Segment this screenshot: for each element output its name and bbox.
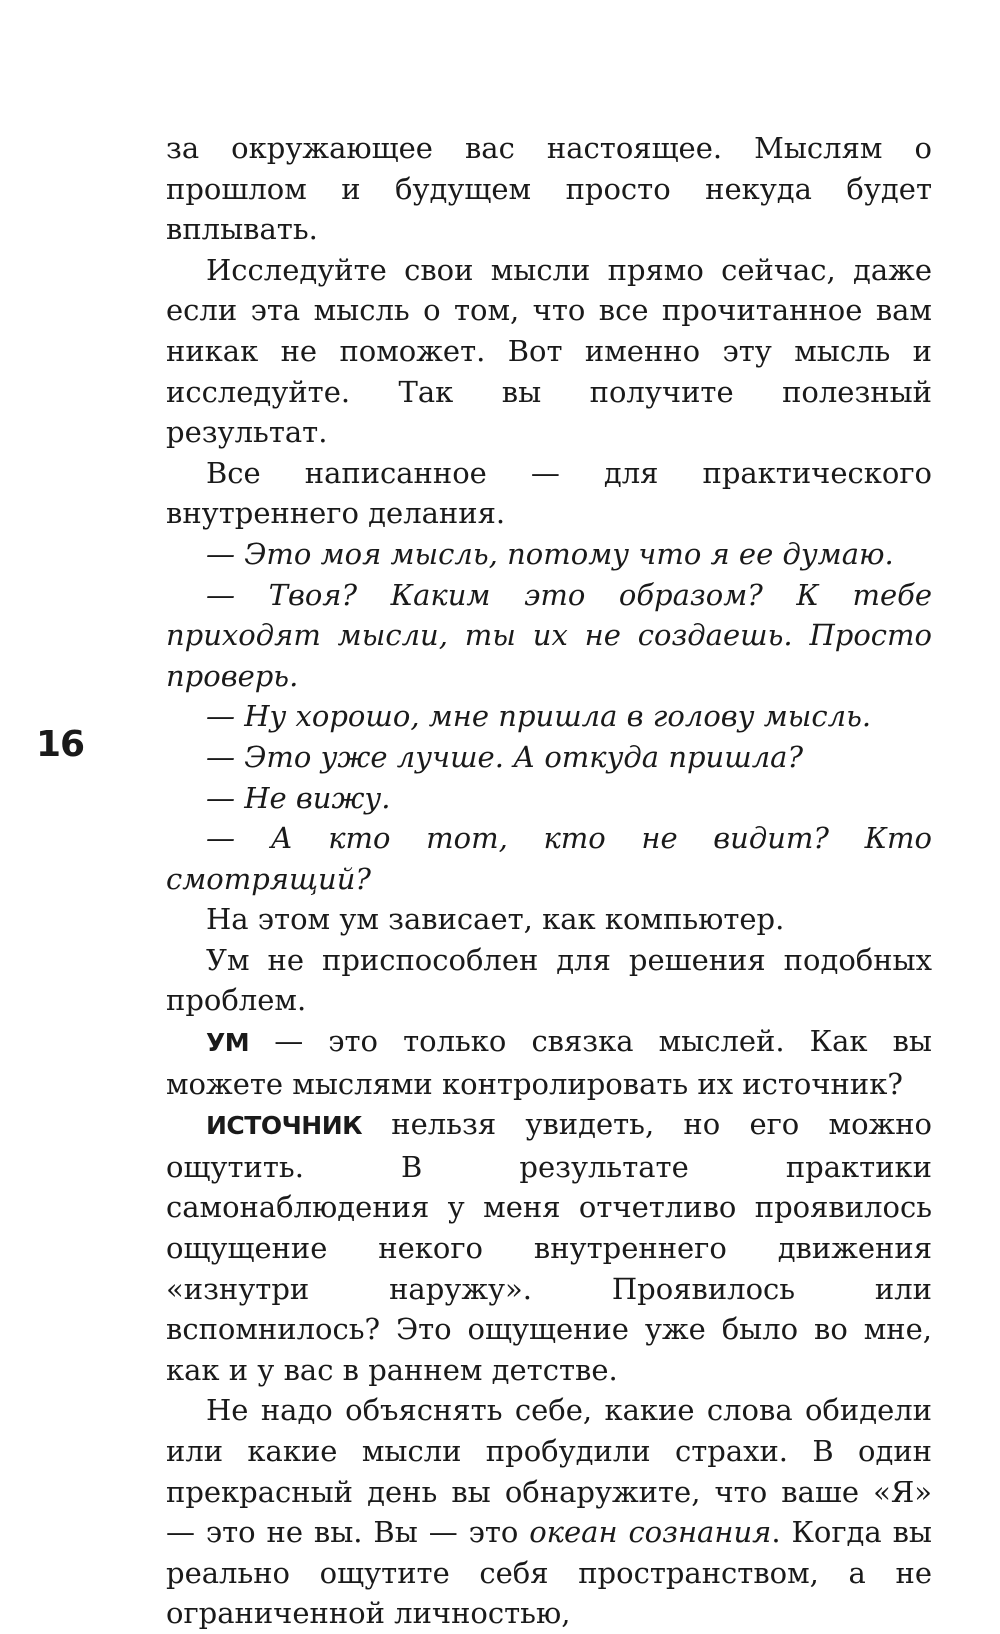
paragraph-4: На этом ум зависает, как компьютер. <box>206 902 785 937</box>
dialogue-line-6: — А кто тот, кто не видит? Кто смотрящий? <box>166 821 932 896</box>
body-text <box>166 128 932 1634</box>
paragraph-8-end: . Когда вы реально ощутите себя пространством, а не ограниченной личностью, <box>166 1515 932 1631</box>
paragraph-1: за окружающее вас настоящее. Мыслям о прошлом и будущем просто некуда будет вплывать. <box>166 131 932 247</box>
paragraph-2: Исследуйте свои мысли прямо сейчас, даже если эта мысль о том, что все прочитанное вам никак не поможет. Вот именно эту мысль и исследуйте. Так вы получите полезный результат. <box>166 252 932 450</box>
paragraph-6 <box>166 1021 932 1104</box>
term-um: УМ <box>206 1028 250 1058</box>
paragraph-8 <box>166 1390 932 1634</box>
dialogue-line-1: — Это моя мысль, потому что я ее думаю. <box>206 536 894 571</box>
dialogue-line-2: — Твоя? Каким это образом? К тебе приходят мысли, ты их не создаешь. Просто проверь. <box>166 577 932 693</box>
paragraph-3: Все написанное — для практического внутреннего делания. <box>166 455 932 531</box>
dialogue-line-3: — Ну хорошо, мне пришла в голову мысль. <box>206 699 872 734</box>
paragraph-8-start: Не надо объяснять себе, какие слова обидели или какие мысли пробудили страхи. В один прекрасный день вы обнаружите, что ваше «Я» — это не вы. Вы — это <box>166 1393 932 1550</box>
dialogue-line-5: — Не вижу. <box>206 780 391 815</box>
paragraph-5: Ум не приспособлен для решения подобных проблем. <box>166 942 932 1018</box>
paragraph-7 <box>166 1104 932 1390</box>
page-number: 16 <box>36 724 85 765</box>
paragraph-7-text: нельзя увидеть, но его можно ощутить. В результате практики самонаблюдения у меня отчетливо проявилось ощущение некого внутреннего движения «изнутри наружу». Проявилось или вспомнилось? Это ощущение уже было во мне, как и у вас в раннем детстве. <box>166 1107 932 1387</box>
paragraph-6-text: — это только связка мыслей. Как вы можете мыслями контролировать их источник? <box>166 1024 932 1101</box>
dialogue-line-4: — Это уже лучше. А откуда пришла? <box>206 739 804 774</box>
term-istochnik: ИСТОЧНИК <box>206 1111 363 1141</box>
emphasis-ocean: океан сознания <box>529 1515 772 1550</box>
